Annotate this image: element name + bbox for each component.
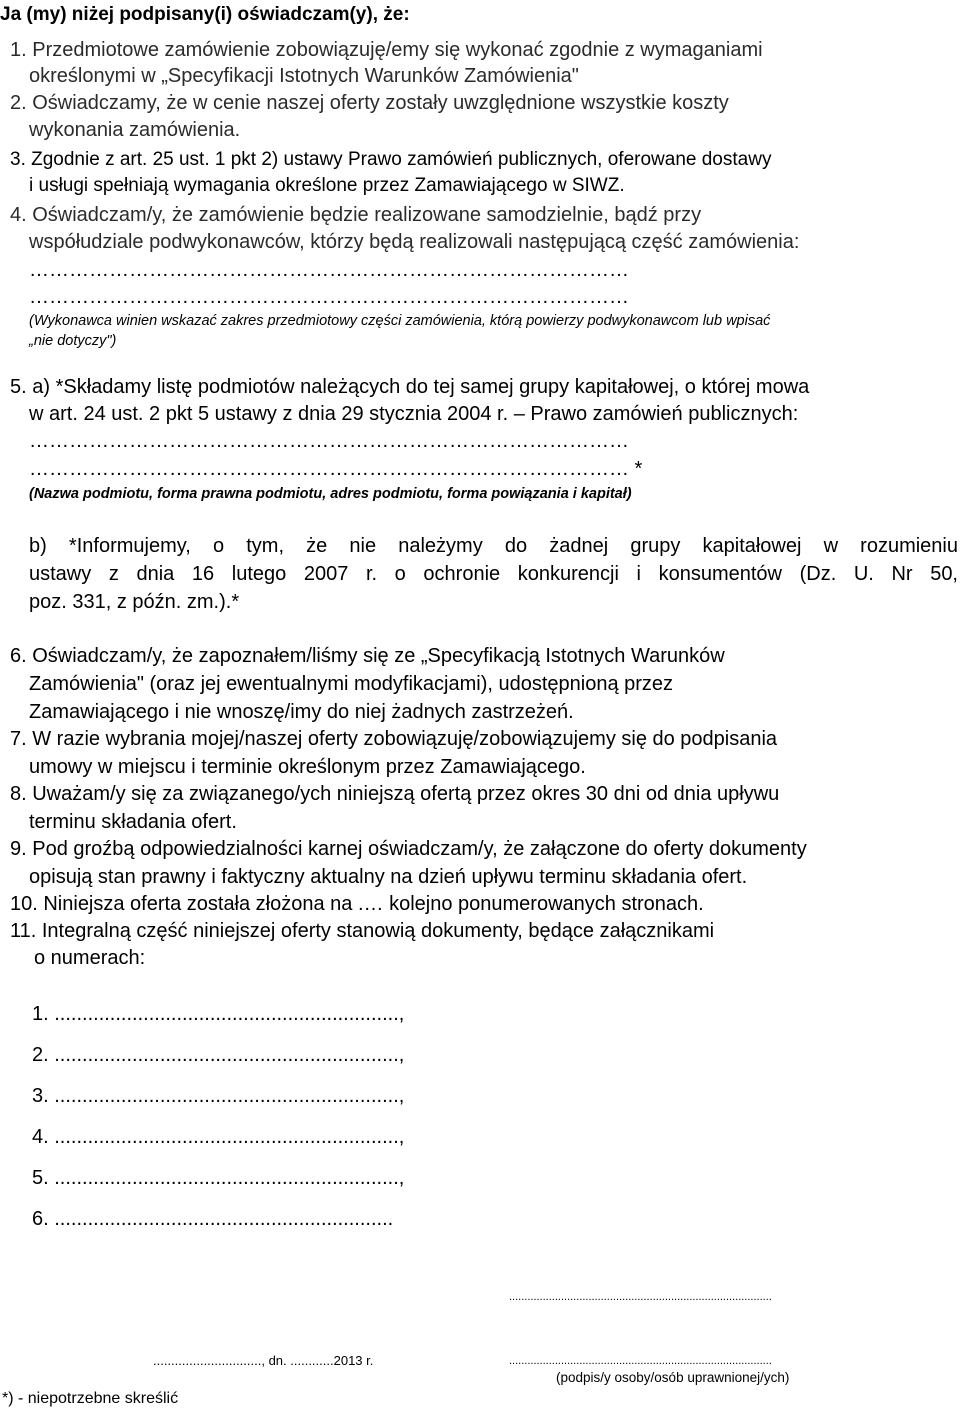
item-8-line-2: terminu składania ofert. xyxy=(29,811,237,833)
item-4-line-2: współudziale podwykonawców, którzy będą realizowali następującą część zamówienia: xyxy=(29,231,800,253)
attachment-6: 6. ............................................................. xyxy=(32,1208,394,1230)
item-4-line-1: 4. Oświadczam/y, że zamówienie będzie realizowane samodzielnie, bądź przy xyxy=(10,204,702,226)
item-9-line-1: 9. Pod groźbą odpowiedzialności karnej oświadczam/y, że załączone do oferty dokumenty xyxy=(10,838,807,860)
item-4-dots-line-2: ……………………………………………………………………………… xyxy=(29,286,629,308)
attachment-3: 3. .............................................................., xyxy=(32,1085,405,1107)
item-5a-dots-line-1: ……………………………………………………………………………… xyxy=(29,430,629,452)
item-6-line-2: Zamówienia" (oraz jej ewentualnymi modyfikacjami), udostępnioną przez xyxy=(29,673,674,695)
item-5a-dots-line-2: ……………………………………………………………………………… * xyxy=(29,458,643,480)
item-3-line-1: 3. Zgodnie z art. 25 ust. 1 pkt 2) ustawy Prawo zamówień publicznych, oferowane dostawy xyxy=(10,149,772,170)
item-4-note-line-1: (Wykonawca winien wskazać zakres przedmiotowy części zamówienia, którą powierzy podwykonawcom lub wpisać xyxy=(29,313,771,329)
item-2-line-2: wykonania zamówienia. xyxy=(29,119,241,141)
item-1-line-2: określonymi w „Specyfikacji Istotnych Warunków Zamówienia" xyxy=(29,65,579,87)
item-10: 10. Niniejsza oferta została złożona na .… kolejno ponumerowanych stronach. xyxy=(10,893,704,915)
item-4-dots-line-1: ……………………………………………………………………………… xyxy=(29,259,629,281)
attachment-1: 1. .............................................................., xyxy=(32,1003,405,1025)
attachment-5: 5. .............................................................., xyxy=(32,1167,405,1189)
attachment-2: 2. .............................................................., xyxy=(32,1044,405,1066)
signature-label: (podpis/y osoby/osób uprawnionej/ych) xyxy=(556,1370,790,1385)
item-4-note-line-2: „nie dotyczy") xyxy=(29,333,117,349)
signature-dots: ...................................................................................... xyxy=(509,1355,772,1367)
attachment-4: 4. .............................................................., xyxy=(32,1126,405,1148)
item-7-line-2: umowy w miejscu i terminie określonym przez Zamawiającego. xyxy=(29,756,586,778)
item-9-line-2: opisują stan prawny i faktyczny aktualny na dzień upływu terminu składania ofert. xyxy=(29,866,748,888)
item-6-line-1: 6. Oświadczam/y, że zapoznałem/liśmy się ze „Specyfikacją Istotnych Warunków xyxy=(10,645,725,667)
item-5a-note: (Nazwa podmiotu, forma prawna podmiotu, adres podmiotu, forma powiązania i kapitał) xyxy=(29,486,632,502)
footnote: *) - niepotrzebne skreślić xyxy=(2,1390,179,1407)
signature-top-dots: ...................................................................................... xyxy=(509,1291,772,1303)
item-5a-line-2: w art. 24 ust. 2 pkt 5 ustawy z dnia 29 stycznia 2004 r. – Prawo zamówień publicznych: xyxy=(29,403,799,425)
item-1-line-1: 1. Przedmiotowe zamówienie zobowiązuję/emy się wykonać zgodnie z wymaganiami xyxy=(10,39,763,61)
item-5b-line-2: ustawy z dnia 16 lutego 2007 r. o ochronie konkurencji i konsumentów (Dz. U. Nr 50, xyxy=(29,563,958,585)
item-5a-line-1: 5. a) *Składamy listę podmiotów należących do tej samej grupy kapitałowej, o której mowa xyxy=(10,376,810,398)
item-11-line-1: 11. Integralną część niniejszej oferty stanowią dokumenty, będące załącznikami xyxy=(10,920,715,942)
place-date-line: .............................., dn. ............2013 r. xyxy=(153,1353,374,1368)
item-8-line-1: 8. Uważam/y się za związanego/ych niniejszą ofertą przez okres 30 dni od dnia upływu xyxy=(10,783,780,805)
item-11-line-2: o numerach: xyxy=(34,947,146,969)
item-5b-line-3: poz. 331, z późn. zm.).* xyxy=(29,591,240,613)
item-3-line-2: i usługi spełniają wymagania określone przez Zamawiającego w SIWZ. xyxy=(29,175,625,196)
item-5b-line-1: b) *Informujemy, o tym, że nie należymy do żadnej grupy kapitałowej w rozumieniu xyxy=(29,535,958,557)
item-7-line-1: 7. W razie wybrania mojej/naszej oferty zobowiązuję/zobowiązujemy się do podpisania xyxy=(10,728,778,750)
item-6-line-3: Zamawiającego i nie wnoszę/imy do niej żadnych zastrzeżeń. xyxy=(29,701,574,723)
document-heading: Ja (my) niżej podpisany(i) oświadczam(y), że: xyxy=(0,4,410,25)
item-2-line-1: 2. Oświadczamy, że w cenie naszej oferty zostały uwzględnione wszystkie koszty xyxy=(10,92,729,114)
